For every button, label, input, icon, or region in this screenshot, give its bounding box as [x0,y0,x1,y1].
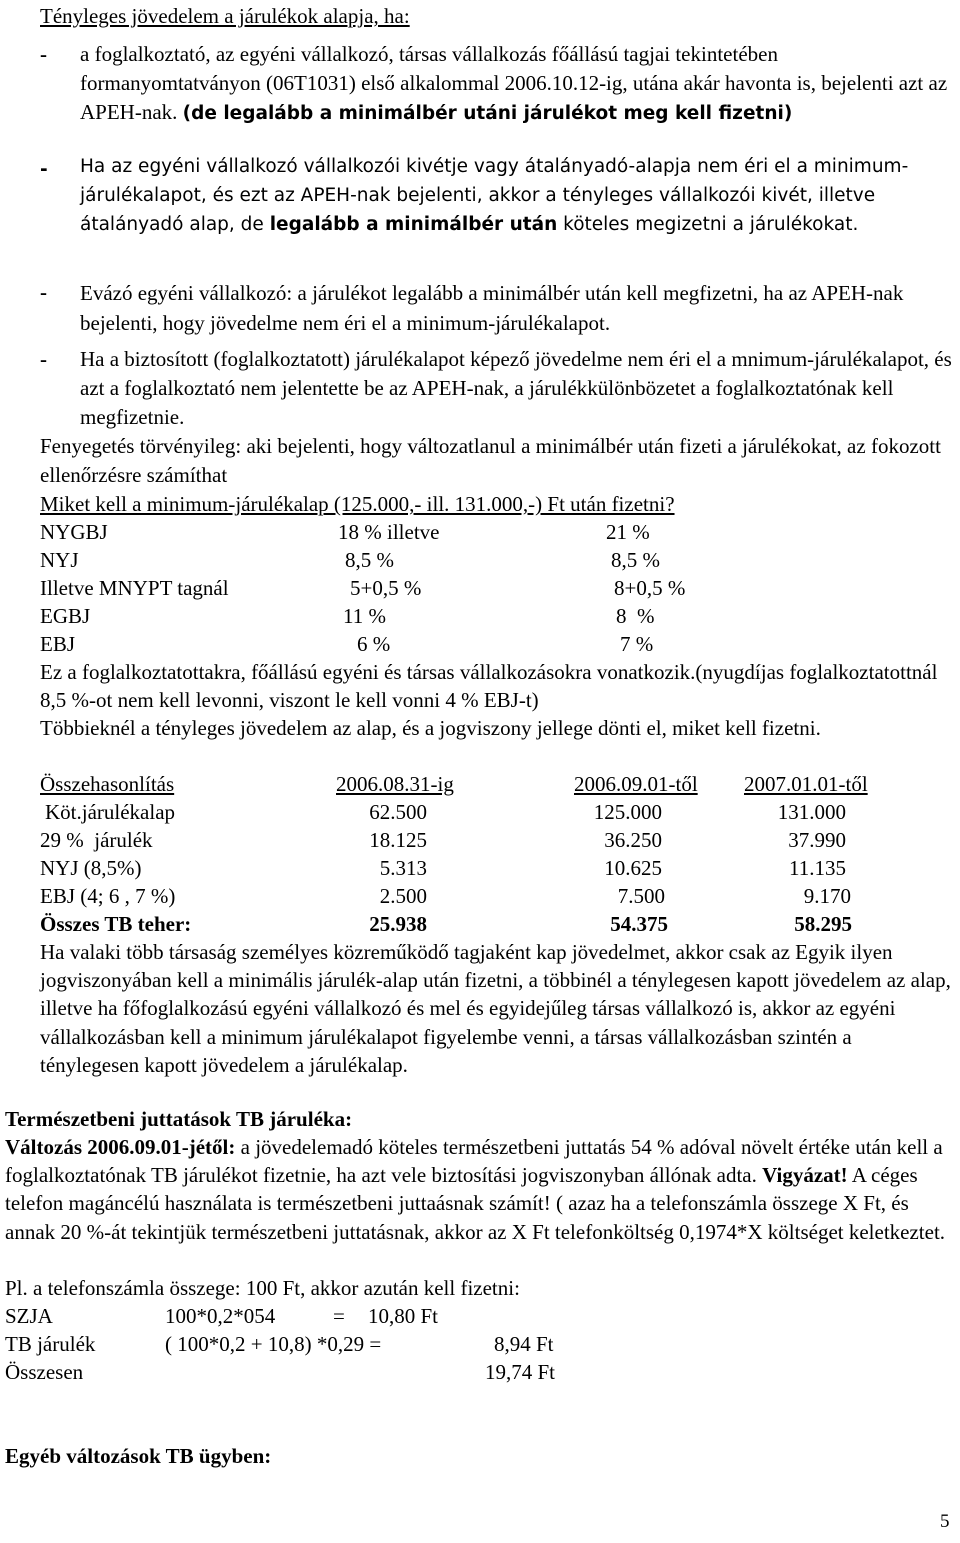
calc-label: Összesen [5,1360,84,1384]
multi-company-paragraph: Ha valaki több társaság személyes közreműködő tagjaként kap jövedelmet, akkor csak az Egyik ilyen jogviszonyában kell a minimális járulék-alap után fizetni, a többinél a ténylegesen kapott jövedelem az alap, illetve ha főfoglalkozású egyéni vállalkozó és mel és egyidejűleg társas vállalkozó is, akkor az egyéni vállalkozásban kell a minimum járulékalapot figyelembe venni, a társas vállalkozásban szintén a ténylegesen kapott jövedelem a járulékalap. [40,940,951,1077]
calc-result: 10,80 Ft [368,1304,439,1328]
calc-result: 8,94 Ft [494,1332,554,1356]
calc-formula: 100*0,2*054 [165,1304,276,1328]
calc-equals: = [333,1304,345,1328]
rate-value: 5+0,5 % [350,576,422,600]
total-label: Összes TB teher: [40,912,192,936]
page-number: 5 [940,1511,950,1532]
bullet-sole-trader [80,152,958,239]
row-label: 29 % járulék [40,828,153,852]
rate-value: 21 % [606,520,650,544]
total-value: 58.295 [794,912,852,936]
change-label: Változás 2006.09.01-jétől: [5,1135,236,1159]
rate-value: 8+0,5 % [614,576,686,600]
column-header: 2007.01.01-től [744,772,868,796]
in-kind-paragraph [5,1133,955,1246]
rate-value: 18 % illetve [338,520,440,544]
others-paragraph: Többieknél a tényleges jövedelem az alap, és a jogviszony jellege dönti el, miket kell fizetni. [40,716,821,740]
calc-result: 19,74 Ft [485,1360,556,1384]
warning-text: A céges telefon magáncélú használata is természetbeni juttaásnak számít! ( azaz ha a telefonszámla összege X Ft, és annak 20 %-át tekintjük természetbeni juttatásnak, akkor az X Ft telefonköltség 0,1974*X költséget keletkeztet. [5,1163,946,1244]
page-heading: Tényleges jövedelem a járulékok alapja, ha: [40,4,410,28]
bullet-dash: - [40,347,47,371]
cell-value: 9.170 [803,884,851,908]
rate-value: 8 % [616,604,655,628]
rate-value: 7 % [620,632,654,656]
column-header: 2006.08.31-ig [336,772,454,796]
bullet-employer-reporting [80,40,958,128]
bullet-dash: - [40,159,48,180]
change-text: a jövedelemadó köteles természetbeni juttatás 54 % adóval növelt értéke után kell a foglalkoztatónak TB járulékot fizetnie, ha azt vele biztosítási jogviszonyban állónak adta. [5,1135,943,1188]
cell-value: 5.313 [379,856,427,880]
cell-value: 131.000 [777,800,846,824]
rate-value: 8,5 % [345,548,394,572]
bullet-text: Ha az egyéni vállalkozó vállalkozói kivétje vagy átalányadó-alapja nem éri el a minimum-járulékalapot, és ezt az APEH-nak bejelenti, akkor a tényleges vállalkozói kivét, illetve átalányadó alap, de [80,156,909,235]
cell-value: 11.135 [789,856,846,880]
total-value: 54.375 [610,912,668,936]
bullet-text: köteles megizetni a járulékokat. [563,214,859,235]
column-header: Összehasonlítás [40,772,175,796]
calc-label: SZJA [5,1304,53,1328]
rate-label: NYGBJ [40,520,108,544]
bullet-eva-trader: Evázó egyéni vállalkozó: a járulékot legalább a minimálbér után kell megfizetni, ha az APEH-nak bejelenti, hogy jövedelme nem éri el a minimum-járulékalapot. [80,281,904,335]
row-label: EBJ (4; 6 , 7 %) [40,884,176,908]
column-header: 2006.09.01-től [574,772,698,796]
calc-formula: ( 100*0,2 + 10,8) *0,29 = [165,1332,382,1356]
cell-value: 62.500 [369,800,427,824]
rate-label: Illetve MNYPT tagnál [40,576,229,600]
cell-value: 2.500 [379,884,427,908]
contribution-question: Miket kell a minimum-járulékalap (125.000,- ill. 131.000,-) Ft után fizetni? [40,492,675,516]
cell-value: 10.625 [604,856,662,880]
row-label: NYJ (8,5%) [40,856,142,880]
bullet-bold-note: (de legalább a minimálbér utáni járulékot meg kell fizetni) [182,103,793,124]
rate-label: NYJ [40,548,79,572]
rate-value: 11 % [343,604,386,628]
threat-paragraph: Fenyegetés törvényileg: aki bejelenti, hogy változatlanul a minimálbér után fizeti a járulékokat, az fokozott ellenőrzésre számíthat [40,434,941,487]
applies-paragraph: Ez a foglalkoztatottakra, főállású egyéni és társas vállalkozásokra vonatkozik.(nyugdíjas foglalkoztatottnál 8,5 %-ot nem kell levonni, viszont le kell vonni 4 % EBJ-t) [40,660,938,712]
section-title-in-kind: Természetbeni juttatások TB járuléka: [5,1107,353,1131]
cell-value: 7.500 [617,884,665,908]
bullet-dash: - [40,42,47,66]
rate-value: 8,5 % [611,548,660,572]
total-value: 25.938 [369,912,427,936]
section-title-other-changes: Egyéb változások TB ügyben: [5,1444,272,1468]
rate-value: 6 % [357,632,391,656]
cell-value: 36.250 [604,828,662,852]
bullet-text: a foglalkoztató, az egyéni vállalkozó, társas vállalkozás főállású tagjai tekintetében formanyomtatványon (06T1031) első alkalommal 2006.10.12-ig, utána akár havonta is, bejelenti azt az APEH-nak. [80,42,948,124]
cell-value: 37.990 [788,828,846,852]
rate-label: EBJ [40,632,76,656]
warning-label: Vigyázat! [762,1163,848,1188]
example-intro: Pl. a telefonszámla összege: 100 Ft, akkor azután kell fizetni: [5,1276,520,1300]
cell-value: 18.125 [369,828,427,852]
cell-value: 125.000 [593,800,662,824]
bullet-bold-phrase: legalább a minimálbér után [269,214,558,235]
calc-label: TB járulék [5,1332,96,1356]
row-label: Köt.járulékalap [45,800,176,824]
bullet-dash: - [40,280,47,304]
bullet-insured-employee: Ha a biztosított (foglalkoztatott) járulékalapot képező jövedelme nem éri el a mnimum-járulékalapot, és azt a foglalkoztató nem jelentette be az APEH-nak, a járulékkülönbözetet a foglalkoztatónak kell megfizetnie. [80,347,952,429]
rate-label: EGBJ [40,604,91,628]
